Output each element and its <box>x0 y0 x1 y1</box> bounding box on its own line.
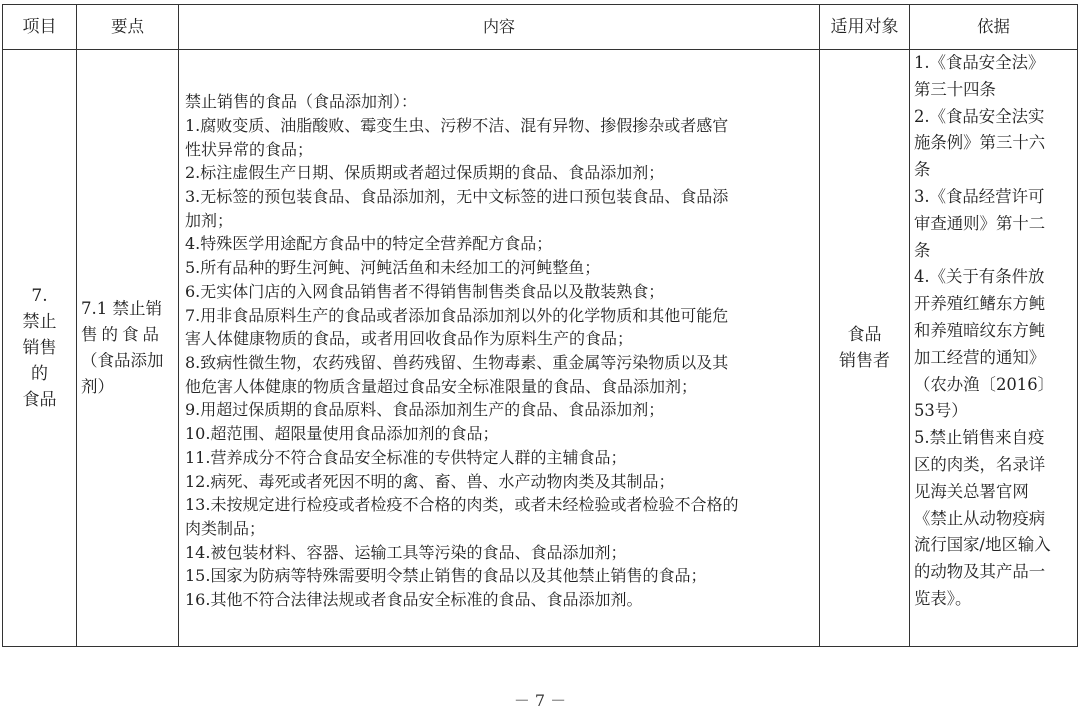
point-line: 售的食品 <box>81 325 163 344</box>
header-row <box>3 5 1078 50</box>
basis-line: 开养殖红鳍东方鲀 <box>914 294 1046 314</box>
basis-line: 53号） <box>914 401 968 421</box>
item-line: 7. <box>31 286 48 306</box>
regulation-table <box>2 4 1078 647</box>
basis-line: 3.《食品经营许可 <box>914 186 1045 206</box>
content-line: 6.无实体门店的入网食品销售者不得销售制售类食品以及散装熟食； <box>185 281 665 301</box>
content-line: 9.用超过保质期的食品原料、食品添加剂生产的食品、食品添加剂； <box>185 400 665 420</box>
content-line: 15.国家为防病等特殊需要明令禁止销售的食品以及其他禁止销售的食品； <box>185 566 707 586</box>
point-cell <box>77 50 179 647</box>
content-line: 7.用非食品原料生产的食品或者添加食品添加剂以外的化学物质和其他可能危 <box>185 305 729 325</box>
content-line: 他危害人体健康的物质含量超过食品安全标准限量的食品、食品添加剂； <box>185 376 698 396</box>
content-line: 性状异常的食品； <box>185 139 314 159</box>
point-line: 7.1 禁止销 <box>81 299 162 318</box>
point-line: （食品添加 <box>81 351 164 370</box>
header-content: 内容 <box>179 5 820 50</box>
content-line: 13.未按规定进行检疫或者检疫不合格的肉类，或者未经检验或者检验不合格的 <box>185 495 739 515</box>
basis-line: 条 <box>914 240 931 260</box>
basis-line: （农办渔〔2016〕 <box>914 374 1055 394</box>
header-basis: 依据 <box>910 5 1078 50</box>
basis-line: 和养殖暗纹东方鲀 <box>914 320 1046 340</box>
basis-line: 《禁止从动物疫病 <box>914 508 1046 528</box>
content-line: 1.腐败变质、油脂酸败、霉变生虫、污秽不洁、混有异物、掺假掺杂或者感官 <box>185 115 729 135</box>
target-line: 食品 <box>847 325 882 345</box>
content-line: 8.致病性微生物，农药残留、兽药残留、生物毒素、重金属等污染物质以及其 <box>185 353 729 372</box>
target-cell <box>820 50 910 647</box>
basis-line: 览表》。 <box>914 588 972 608</box>
content-line: 3.无标签的预包装食品、食品添加剂，无中文标签的进口预包装食品、食品添 <box>185 187 729 207</box>
content-line: 11.营养成分不符合食品安全标准的专供特定人群的主辅食品； <box>185 447 627 467</box>
content-line: 10.超范围、超限量使用食品添加剂的食品； <box>185 424 499 444</box>
item-line: 销售 <box>22 338 57 358</box>
content-line: 4.特殊医学用途配方食品中的特定全营养配方食品； <box>185 234 553 254</box>
header-item: 项目 <box>3 5 77 50</box>
basis-line: 审查通则》第十二 <box>914 213 1046 233</box>
content-list <box>185 84 813 611</box>
content-line: 12.病死、毒死或者死因不明的禽、畜、兽、水产动物肉类及其制品； <box>185 471 675 491</box>
content-line: 2.标注虚假生产日期、保质期或者超过保质期的食品、食品添加剂； <box>185 163 665 183</box>
basis-line: 第三十四条 <box>914 79 996 99</box>
point-line: 剂） <box>81 377 114 396</box>
basis-line: 5.禁止销售来自疫 <box>914 428 1045 448</box>
page-number: － 7 － <box>513 691 567 710</box>
basis-line: 4.《关于有条件放 <box>914 267 1045 287</box>
target-line: 销售者 <box>839 351 890 371</box>
table-row <box>3 50 1078 647</box>
item-cell <box>3 50 77 647</box>
basis-line: 2.《食品安全法实 <box>914 106 1045 126</box>
basis-line: 加工经营的通知》 <box>914 347 1046 367</box>
basis-line: 条 <box>914 160 931 180</box>
basis-line: 见海关总署官网 <box>914 481 1029 501</box>
item-line: 禁止 <box>22 312 57 332</box>
content-cell <box>179 50 820 647</box>
basis-cell <box>910 50 1078 647</box>
content-line: 加剂； <box>185 210 234 230</box>
header-point: 要点 <box>77 5 179 50</box>
content-line: 害人体健康物质的食品，或者用回收食品作为原料生产的食品； <box>185 329 634 349</box>
item-line: 食品 <box>22 390 57 410</box>
basis-line: 施条例》第三十六 <box>914 133 1046 153</box>
content-line: 16.其他不符合法律法规或者食品安全标准的食品、食品添加剂。 <box>185 590 643 610</box>
content-line: 禁止销售的食品（食品添加剂）： <box>185 92 418 112</box>
item-line: 的 <box>31 364 48 384</box>
content-line: 14.被包装材料、容器、运输工具等污染的食品、食品添加剂； <box>185 542 627 562</box>
basis-line: 1.《食品安全法》 <box>914 53 1045 72</box>
header-target: 适用对象 <box>820 5 910 50</box>
basis-list <box>914 50 1073 613</box>
basis-line: 的动物及其产品一 <box>914 562 1046 582</box>
basis-line: 区的肉类，名录详 <box>914 454 1046 474</box>
content-line: 5.所有品种的野生河鲀、河鲀活鱼和未经加工的河鲀整鱼； <box>185 258 601 278</box>
basis-line: 流行国家/地区输入 <box>914 535 1051 555</box>
content-line: 肉类制品； <box>185 518 266 538</box>
